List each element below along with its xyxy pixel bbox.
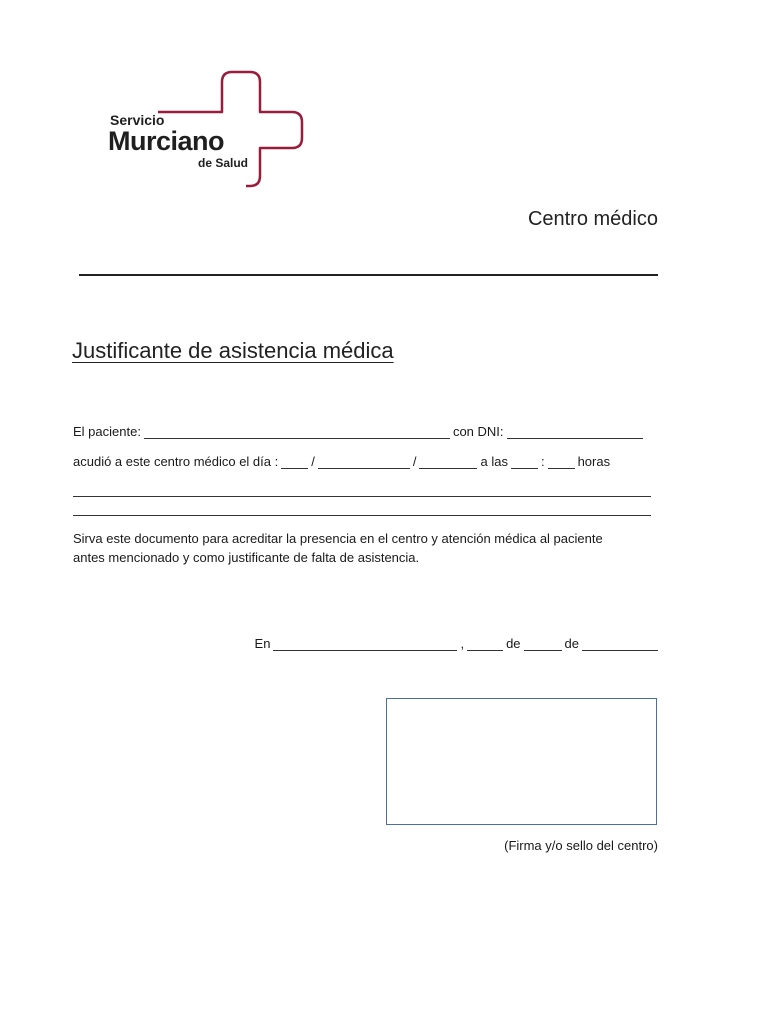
de-label: de [506,636,521,651]
logo-line-de-salud: de Salud [198,156,249,170]
patient-name-field[interactable] [144,427,450,439]
logo-line-murciano: Murciano [108,126,225,156]
dni-label: con DNI: [452,424,504,439]
attended-label: acudió a este centro médico el día : [73,454,279,469]
document-title: Justificante de asistencia médica [72,338,394,363]
centro-medico-label: Centro médico [527,208,658,230]
paragraph-line: Sirva este documento para acreditar la presencia en el centro y atención médica al paciente [73,531,603,546]
date-separator: / [412,454,417,469]
in-label: En [254,636,271,651]
de-label: de [564,636,579,651]
comma: , [460,636,465,651]
signature-caption: (Firma y/o sello del centro) [504,838,658,853]
at-label: a las [480,454,508,469]
certification-paragraph [73,529,673,567]
paragraph-line: antes mencionado y como justificante de falta de asistencia. [73,550,420,565]
sign-day-field[interactable] [467,639,503,651]
hour-field[interactable] [511,457,538,469]
minute-field[interactable] [548,457,575,469]
sign-year-field[interactable] [582,639,658,651]
centro-medico-name-field[interactable] [79,274,658,276]
attendance-line [73,454,658,469]
hours-label: horas [577,454,611,469]
day-field[interactable] [281,457,308,469]
place-date-line [255,636,658,651]
patient-label: El paciente: [73,424,141,439]
notes-field-line-1[interactable] [73,496,651,497]
patient-line [73,424,658,439]
notes-field-line-2[interactable] [73,515,651,516]
time-separator: : [540,454,545,469]
servicio-murciano-de-salud-logo [106,70,306,190]
logo-line-servicio: Servicio [110,112,165,128]
place-field[interactable] [273,639,457,651]
signature-stamp-box[interactable] [386,698,657,825]
year-field[interactable] [419,457,477,469]
sign-month-field[interactable] [524,639,562,651]
month-field[interactable] [318,457,410,469]
date-separator: / [311,454,315,469]
dni-field[interactable] [507,427,643,439]
